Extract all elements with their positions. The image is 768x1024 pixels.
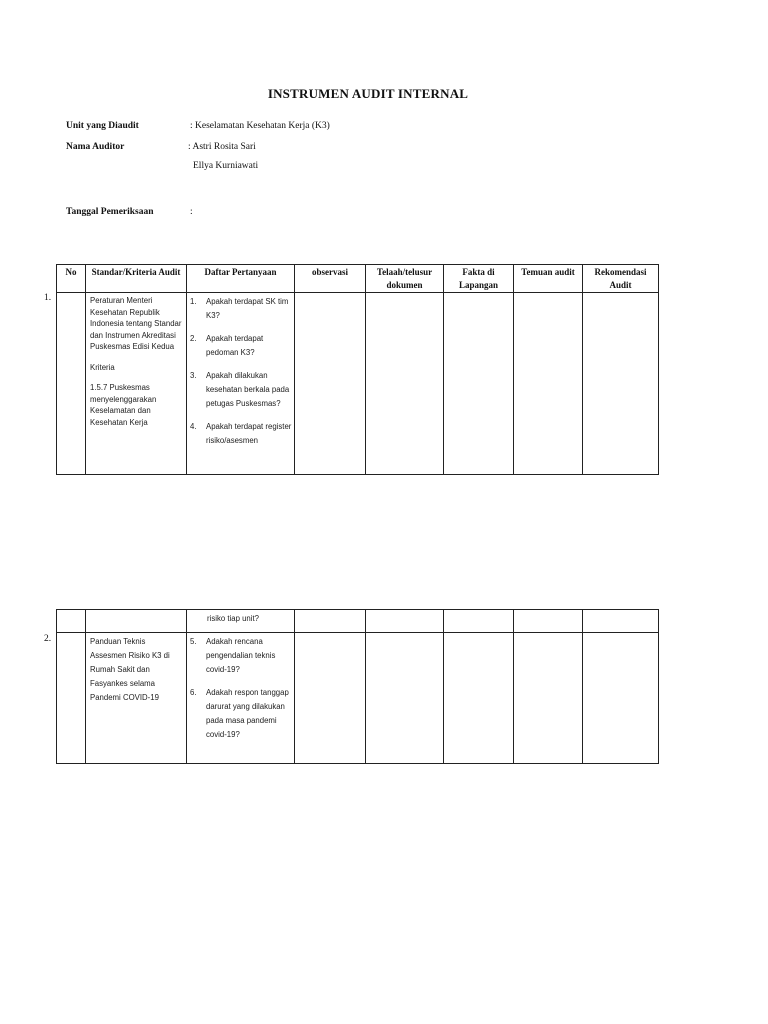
question-number: 4. bbox=[190, 422, 197, 431]
cell-rekomendasi bbox=[583, 633, 659, 764]
cell-standar bbox=[86, 293, 187, 475]
question-number: 2. bbox=[190, 334, 197, 343]
col-header-telaah: Telaah/telusur dokumen bbox=[366, 265, 444, 293]
cell-fakta bbox=[444, 293, 514, 475]
question-text: Adakah respon tanggap darurat yang dilakukan pada masa pandemi covid-19? bbox=[206, 688, 289, 739]
standar-text: Peraturan Menteri Kesehatan Republik Indonesia tentang Standar dan Instrumen Akreditasi Puskesmas Edisi Kedua bbox=[90, 296, 182, 351]
col-header-no: No bbox=[57, 265, 86, 293]
col-header-temuan: Temuan audit bbox=[514, 265, 583, 293]
cell-questions bbox=[187, 293, 295, 475]
audit-table-part2 bbox=[56, 609, 659, 764]
document-title: INSTRUMEN AUDIT INTERNAL bbox=[267, 86, 469, 101]
question-text: Apakah dilakukan kesehatan berkala pada petugas Puskesmas? bbox=[206, 371, 290, 408]
unit-label: Unit yang Diaudit bbox=[66, 121, 139, 131]
question-text: Adakah rencana pengendalian teknis covid-19? bbox=[206, 637, 276, 674]
question-item bbox=[190, 686, 292, 742]
question-number: 3. bbox=[190, 371, 197, 380]
table-header-row bbox=[57, 265, 659, 293]
date-label: Tanggal Pemeriksaan bbox=[66, 207, 154, 217]
kriteria-label: Kriteria bbox=[90, 362, 115, 372]
cell-observasi bbox=[295, 633, 366, 764]
question-text: Apakah terdapat register risiko/asesmen bbox=[206, 422, 292, 445]
question-item bbox=[190, 420, 292, 448]
auditor-value-2: Ellya Kurniawati bbox=[193, 161, 259, 171]
auditor-label: Nama Auditor bbox=[66, 142, 125, 152]
col-header-fakta: Fakta di Lapangan bbox=[444, 265, 514, 293]
cell-rekomendasi bbox=[583, 293, 659, 475]
cell-temuan bbox=[514, 293, 583, 475]
auditor-value-1: : Astri Rosita Sari bbox=[188, 142, 256, 152]
question-text: Apakah terdapat pedoman K3? bbox=[206, 334, 264, 357]
cell-fakta bbox=[444, 633, 514, 764]
cell-questions bbox=[187, 633, 295, 764]
standar-text: Panduan Teknis Assesmen Risiko K3 di Rumah Sakit dan Fasyankes selama Pandemi COVID-19 bbox=[90, 637, 170, 702]
col-header-standar: Standar/Kriteria Audit bbox=[86, 265, 187, 293]
question-item bbox=[190, 295, 292, 323]
table-row-2 bbox=[57, 633, 659, 764]
question-number: 5. bbox=[190, 637, 197, 646]
question-item bbox=[190, 635, 292, 677]
cell-no bbox=[57, 293, 86, 475]
col-header-observasi: observasi bbox=[295, 265, 366, 293]
audit-table-part1 bbox=[56, 264, 659, 475]
cell-standar bbox=[86, 633, 187, 764]
cell-telaah bbox=[366, 293, 444, 475]
kriteria-text: 1.5.7 Puskesmas menyelenggarakan Keselamatan dan Kesehatan Kerja bbox=[90, 383, 157, 427]
unit-value: : Keselamatan Kesehatan Kerja (K3) bbox=[190, 121, 330, 131]
col-header-daftar: Daftar Pertanyaan bbox=[187, 265, 295, 293]
cell-temuan bbox=[514, 633, 583, 764]
question-number: 1. bbox=[190, 297, 197, 306]
cell-questions-continued bbox=[187, 610, 295, 633]
question-continued-text: risiko tiap unit? bbox=[207, 614, 260, 623]
question-text: Apakah terdapat SK tim K3? bbox=[206, 297, 289, 320]
cell-telaah bbox=[366, 633, 444, 764]
col-header-rekomendasi: Rekomendasi Audit bbox=[583, 265, 659, 293]
question-number: 6. bbox=[190, 688, 197, 697]
cell-no bbox=[57, 633, 86, 764]
table-row-1 bbox=[57, 293, 659, 475]
question-item bbox=[190, 369, 292, 411]
row-number-2: 2. bbox=[44, 634, 52, 644]
date-value: : bbox=[190, 207, 193, 217]
cell-observasi bbox=[295, 293, 366, 475]
question-item bbox=[190, 332, 292, 360]
table-row-1-continued bbox=[57, 610, 659, 633]
row-number-1: 1. bbox=[44, 293, 52, 303]
